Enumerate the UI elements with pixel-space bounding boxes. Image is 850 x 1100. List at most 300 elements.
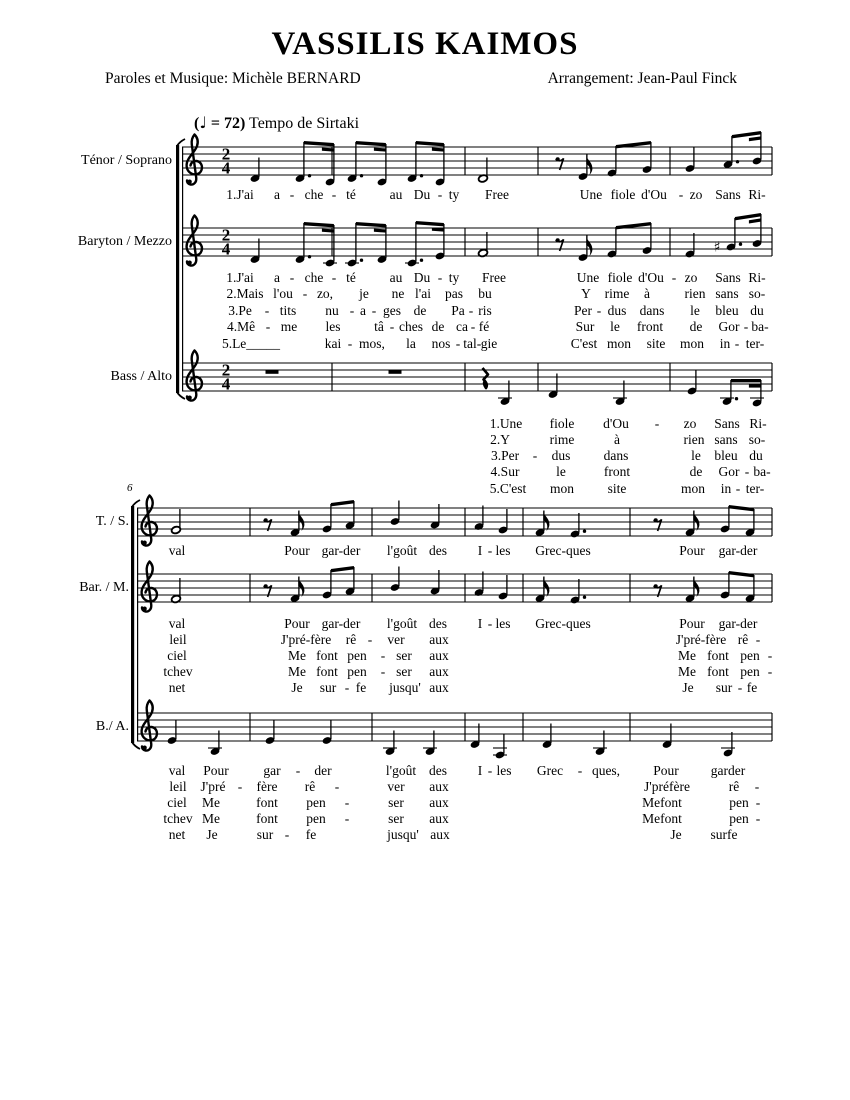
lyric-syllable: Je xyxy=(206,827,218,842)
lyric-syllable: 1.J'ai xyxy=(226,187,254,202)
lyric-syllable: - xyxy=(755,795,761,810)
lyric-syllable: aux xyxy=(429,811,449,826)
lyric-syllable: val xyxy=(168,543,186,558)
lyric-syllable: ris xyxy=(478,303,492,318)
lyric-syllable: Grec-ques xyxy=(535,543,591,558)
lyric-syllable: Je xyxy=(682,680,694,695)
beam xyxy=(749,384,761,387)
lyric-syllable: - xyxy=(367,632,373,647)
lyric-syllable: Ri- xyxy=(748,270,766,285)
lyric-syllable: d'Ou xyxy=(641,187,667,202)
lyric-syllable: le xyxy=(556,464,566,479)
lyric-syllable: ches xyxy=(399,319,423,334)
beam xyxy=(416,221,444,226)
lyric-syllable: fiole xyxy=(607,270,633,285)
lyric-syllable: 5.Le_____ xyxy=(221,336,281,351)
lyric-syllable: rime xyxy=(549,432,575,447)
lyric-syllable: Grec xyxy=(536,763,564,778)
lyric-syllable: - xyxy=(767,648,773,663)
lyric-syllable: zo xyxy=(683,416,697,431)
lyric-syllable: - xyxy=(755,632,761,647)
lyric-syllable: - xyxy=(437,187,443,202)
lyric-syllable: - xyxy=(334,779,340,794)
lyric-syllable: bleu xyxy=(715,303,739,318)
whole-rest xyxy=(266,370,279,374)
staff xyxy=(137,496,772,546)
lyric-syllable: so- xyxy=(748,286,766,301)
lyric-syllable: Pour xyxy=(679,616,705,631)
lyric-syllable: aux xyxy=(429,779,449,794)
lyric-syllable: - xyxy=(265,319,271,334)
lyric-syllable: 2.Mais xyxy=(226,286,264,301)
lyric-syllable: che xyxy=(304,187,324,202)
lyric-syllable: - xyxy=(755,811,761,826)
whole-rest xyxy=(389,370,402,374)
lyric-syllable: - xyxy=(389,319,395,334)
lyric-syllable: ser xyxy=(396,648,412,663)
lyric-syllable: rien xyxy=(683,432,705,447)
beam xyxy=(356,141,386,146)
lyric-syllable: pen xyxy=(740,648,760,663)
lyric-syllable: I xyxy=(477,543,483,558)
lyric-syllable: aux xyxy=(429,664,449,679)
lyric-syllable: ver xyxy=(387,779,405,794)
lyric-syllable: ty xyxy=(448,270,460,285)
lyric-syllable: gar-der xyxy=(718,616,758,631)
staff-label: T. / S. xyxy=(95,514,129,529)
lyric-syllable: - xyxy=(487,616,493,631)
lyric-syllable: ges xyxy=(383,303,401,318)
credit-composer: Paroles et Musique: Michèle BERNARD xyxy=(105,70,361,87)
lyric-syllable: me xyxy=(280,319,298,334)
lyric-syllable: té xyxy=(346,270,356,285)
system-2 xyxy=(131,496,772,760)
lyric-syllable: aux xyxy=(429,795,449,810)
lyric-syllable: Gor xyxy=(718,319,740,334)
augmentation-dot xyxy=(308,255,311,258)
treble-clef-icon xyxy=(187,216,202,266)
lyric-syllable: Pour xyxy=(679,543,705,558)
augmentation-dot xyxy=(360,259,363,262)
sharp-icon: ♯ xyxy=(713,239,721,256)
lyric-syllable: - xyxy=(744,464,750,479)
lyric-syllable: dans xyxy=(639,303,665,318)
treble-clef-icon xyxy=(187,351,202,401)
lyric-syllable: - xyxy=(289,187,295,202)
lyric-syllable: - xyxy=(380,648,386,663)
lyric-syllable: dans xyxy=(603,448,629,463)
beam xyxy=(749,136,761,141)
lyric-syllable: so- xyxy=(748,432,766,447)
lyric-syllable: ser xyxy=(388,811,404,826)
lyric-syllable: 2.Y xyxy=(490,432,510,447)
bracket-hook xyxy=(177,139,185,146)
treble-clef-icon xyxy=(142,701,157,751)
lyric-syllable: fe xyxy=(746,680,758,695)
lyric-syllable: - xyxy=(264,303,270,318)
lyric-syllable: font xyxy=(316,648,338,663)
lyric-syllable: rime xyxy=(604,286,630,301)
lyric-syllable: Du xyxy=(413,270,431,285)
tempo-text: Tempo de Sirtaki xyxy=(245,115,360,132)
lyric-syllable: Me xyxy=(202,795,220,810)
lyric-syllable: ser xyxy=(396,664,412,679)
lyric-syllable: rien xyxy=(684,286,706,301)
lyric-syllable: gar xyxy=(263,763,281,778)
lyric-syllable: surfe xyxy=(710,827,738,842)
lyric-syllable: les xyxy=(495,543,511,558)
beam xyxy=(304,141,334,146)
lyric-syllable: gar-der xyxy=(321,543,361,558)
lyric-syllable: a xyxy=(274,270,280,285)
lyric-syllable: le xyxy=(610,319,620,334)
lyric-syllable: du xyxy=(749,448,763,463)
lyric-syllable: - xyxy=(295,763,301,778)
lyric-syllable: de xyxy=(689,319,703,334)
lyric-syllable: rê xyxy=(304,779,316,794)
augmentation-dot xyxy=(420,174,423,177)
lyric-syllable: à xyxy=(644,286,650,301)
lyric-syllable: site xyxy=(607,481,627,496)
lyric-syllable: Me xyxy=(288,648,306,663)
lyric-syllable: té xyxy=(346,187,356,202)
time-signature: 2 xyxy=(221,144,231,164)
lyric-syllable: Une xyxy=(576,270,600,285)
lyric-syllable: Pour xyxy=(203,763,229,778)
lyric-syllable: - xyxy=(371,303,377,318)
lyric-syllable: Sur xyxy=(575,319,595,334)
system-bracket xyxy=(131,506,134,743)
lyric-syllable: C'est xyxy=(570,336,598,351)
beam xyxy=(356,222,386,227)
lyric-syllable: fère xyxy=(256,779,278,794)
quarter-note-icon: ♩ xyxy=(199,113,207,132)
lyric-syllable: Pour xyxy=(284,543,310,558)
staff-label: Ténor / Soprano xyxy=(81,153,172,168)
beam xyxy=(374,148,386,152)
lyric-syllable: mos, xyxy=(359,336,385,351)
lyric-syllable: fe xyxy=(305,827,317,842)
lyric-syllable: Une xyxy=(579,187,603,202)
lyric-syllable: zo xyxy=(684,270,698,285)
lyric-syllable: font xyxy=(256,795,278,810)
lyric-syllable: 4.Mê xyxy=(226,319,256,334)
lyric-syllable: d'Ou xyxy=(638,270,664,285)
lyric-syllable: sur xyxy=(715,680,733,695)
lyric-syllable: pen xyxy=(740,664,760,679)
lyric-syllable: l'ai xyxy=(415,286,431,301)
lyric-syllable: ba- xyxy=(753,464,771,479)
lyric-syllable: 1.J'ai xyxy=(226,270,254,285)
lyric-syllable: des xyxy=(429,616,447,631)
lyric-syllable: - xyxy=(237,779,243,794)
bracket-hook xyxy=(132,500,140,507)
lyric-syllable: 1.Une xyxy=(489,416,523,431)
lyric-syllable: de xyxy=(689,464,703,479)
lyric-syllable: Free xyxy=(482,270,506,285)
lyric-syllable: Ri- xyxy=(748,187,766,202)
augmentation-dot xyxy=(735,397,738,400)
beam xyxy=(331,500,354,506)
lyric-syllable: dus xyxy=(551,448,571,463)
lyric-syllable: - xyxy=(380,664,386,679)
lyric-syllable: - xyxy=(767,664,773,679)
lyric-syllable: mon xyxy=(606,336,632,351)
beam xyxy=(749,218,761,223)
lyric-syllable: kai xyxy=(324,336,342,351)
beam xyxy=(729,505,754,511)
lyric-syllable: tchev xyxy=(163,664,193,679)
lyric-syllable: aux xyxy=(429,632,449,647)
lyric-syllable: au xyxy=(389,270,403,285)
lyric-syllable: - xyxy=(470,319,476,334)
lyric-syllable: Gor xyxy=(718,464,740,479)
lyric-syllable: nu xyxy=(325,303,339,318)
lyric-syllable: - xyxy=(734,336,740,351)
system-1 xyxy=(176,131,772,407)
lyric-syllable: - xyxy=(678,187,684,202)
lyric-syllable: bu xyxy=(478,286,492,301)
lyric-syllable: fiole xyxy=(549,416,575,431)
lyric-syllable: - xyxy=(437,270,443,285)
lyric-syllable: nos xyxy=(431,336,451,351)
lyric-syllable: - xyxy=(671,270,677,285)
lyric-syllable: leil xyxy=(169,632,187,647)
lyric-syllable: leil xyxy=(169,779,187,794)
lyric-syllable: - xyxy=(743,319,749,334)
lyric-syllable: je xyxy=(359,286,369,301)
lyric-syllable: Y xyxy=(581,286,591,301)
lyric-syllable: 3.Pe xyxy=(228,303,252,318)
lyric-syllable: mon xyxy=(679,336,705,351)
lyric-syllable: val xyxy=(168,616,186,631)
beam xyxy=(331,566,354,572)
lyric-syllable: ter- xyxy=(745,336,765,351)
lyric-syllable: Mefont xyxy=(642,811,682,826)
lyric-syllable: - xyxy=(737,680,743,695)
lyric-syllable: Je xyxy=(291,680,303,695)
lyric-syllable: tâ xyxy=(374,319,384,334)
lyric-syllable: l'goût xyxy=(385,763,417,778)
bracket-hook xyxy=(177,392,185,399)
lyric-syllable: ques, xyxy=(591,763,621,778)
lyric-syllable: net xyxy=(168,680,186,695)
lyric-syllable: tchev xyxy=(163,811,193,826)
lyric-syllable: à xyxy=(614,432,620,447)
augmentation-dot xyxy=(420,259,423,262)
lyric-syllable: ver xyxy=(387,632,405,647)
lyric-syllable: tal xyxy=(463,336,477,351)
lyric-syllable: dus xyxy=(607,303,627,318)
lyric-syllable: - xyxy=(331,187,337,202)
staff xyxy=(137,701,772,760)
lyric-syllable: l'goût xyxy=(386,616,418,631)
treble-clef-icon xyxy=(142,562,157,612)
staff xyxy=(137,562,772,612)
beam xyxy=(432,148,444,152)
lyric-syllable: sur xyxy=(256,827,274,842)
lyric-syllable: pen xyxy=(729,811,749,826)
staff xyxy=(182,213,772,267)
lyric-syllable: ca xyxy=(456,319,468,334)
time-signature: 4 xyxy=(221,374,231,394)
lyric-syllable: l'goût xyxy=(386,543,418,558)
lyric-syllable: Free xyxy=(485,187,509,202)
lyric-syllable: - xyxy=(284,827,290,842)
lyric-syllable: - xyxy=(487,543,493,558)
lyric-syllable: J'pré xyxy=(200,779,226,794)
beam xyxy=(731,379,761,382)
bracket-hook xyxy=(132,742,140,749)
lyric-syllable: mon xyxy=(680,481,706,496)
lyric-syllable: zo xyxy=(689,187,703,202)
lyric-syllable: front xyxy=(603,464,631,479)
augmentation-dot xyxy=(739,243,742,246)
lyric-syllable: pen xyxy=(347,664,367,679)
augmentation-dot xyxy=(736,160,739,163)
lyric-syllable: a xyxy=(360,303,366,318)
lyric-syllable: in xyxy=(720,481,732,496)
lyric-syllable: che xyxy=(304,270,324,285)
lyric-syllable: Sans xyxy=(714,416,740,431)
staff-label: B./ A. xyxy=(95,719,129,734)
lyric-syllable: - xyxy=(347,336,353,351)
lyric-syllable: font xyxy=(707,648,729,663)
lyric-syllable: ciel xyxy=(167,648,187,663)
lyric-syllable: tits xyxy=(279,303,297,318)
lyric-syllable: les xyxy=(325,319,341,334)
lyric-syllable: de xyxy=(413,303,427,318)
lyric-syllable: - xyxy=(302,286,308,301)
time-signature: 4 xyxy=(221,239,231,259)
lyric-syllable: Per xyxy=(574,303,592,318)
staff-label: Baryton / Mezzo xyxy=(77,234,172,249)
lyric-syllable: bleu xyxy=(714,448,738,463)
lyric-syllable: ty xyxy=(448,187,460,202)
page-title: VASSILIS KAIMOS xyxy=(271,26,579,62)
lyric-syllable: fiole xyxy=(610,187,636,202)
time-signature: 2 xyxy=(221,360,231,380)
augmentation-dot xyxy=(360,174,363,177)
staff-label: Bar. / M. xyxy=(79,580,129,595)
lyric-syllable: des xyxy=(429,543,447,558)
lyric-syllable: l'ou xyxy=(273,286,293,301)
credit-arranger: Arrangement: Jean-Paul Finck xyxy=(547,70,737,87)
lyric-syllable: 5.C'est xyxy=(489,481,527,496)
lyric-syllable: rê xyxy=(345,632,357,647)
lyric-syllable: - xyxy=(487,763,493,778)
lyric-syllable: jusqu' xyxy=(387,827,419,842)
time-signature: 2 xyxy=(221,225,231,245)
lyric-syllable: Sans xyxy=(715,187,741,202)
augmentation-dot xyxy=(583,596,586,599)
lyric-syllable: le xyxy=(690,303,700,318)
lyric-syllable: ter- xyxy=(745,481,765,496)
lyric-syllable: Me xyxy=(288,664,306,679)
lyric-syllable: jusqu' xyxy=(389,680,421,695)
lyric-syllable: aux xyxy=(429,648,449,663)
lyric-syllable: Grec-ques xyxy=(535,616,591,631)
lyric-syllable: Mefont xyxy=(642,795,682,810)
lyric-syllable: au xyxy=(389,187,403,202)
lyric-syllable: I xyxy=(477,763,483,778)
lyric-syllable: du xyxy=(750,303,764,318)
lyric-syllable: Pour xyxy=(653,763,679,778)
lyric-syllable: J'pré-fère xyxy=(675,632,727,647)
lyric-syllable: front xyxy=(636,319,664,334)
lyric-syllable: font xyxy=(256,811,278,826)
lyric-syllable: zo, xyxy=(316,286,334,301)
staff-label: Bass / Alto xyxy=(110,369,172,384)
lyric-syllable: ciel xyxy=(167,795,187,810)
treble-clef-icon xyxy=(187,135,202,185)
lyric-syllable: Du xyxy=(413,187,431,202)
lyric-syllable: - xyxy=(577,763,583,778)
lyric-syllable: pas xyxy=(445,286,463,301)
lyric-syllable: - xyxy=(344,795,350,810)
lyric-syllable: - xyxy=(735,481,741,496)
lyric-syllable: - xyxy=(349,303,355,318)
lyric-syllable: Ri- xyxy=(749,416,767,431)
lyric-syllable: ba- xyxy=(751,319,769,334)
lyric-syllable: - xyxy=(344,680,350,695)
lyric-syllable: rê xyxy=(728,779,740,794)
lyric-syllable: Je xyxy=(670,827,682,842)
lyric-syllable: a xyxy=(274,187,280,202)
lyric-syllable: - xyxy=(654,416,660,431)
lyric-syllable: J'préfère xyxy=(644,779,690,794)
lyric-syllable: Pa xyxy=(451,303,465,318)
lyric-syllable: I xyxy=(477,616,483,631)
lyric-syllable: font xyxy=(707,664,729,679)
lyric-syllable: - xyxy=(344,811,350,826)
lyric-syllable: J'pré-fère xyxy=(280,632,332,647)
staff xyxy=(182,351,772,408)
lyric-syllable: aux xyxy=(429,680,449,695)
lyric-syllable: Me xyxy=(678,648,696,663)
lyric-syllable: der xyxy=(314,763,332,778)
lyric-syllable: pen xyxy=(347,648,367,663)
system-bracket xyxy=(176,145,179,393)
lyric-syllable: de xyxy=(431,319,445,334)
lyric-syllable: - xyxy=(331,270,337,285)
lyric-syllable: des xyxy=(429,763,447,778)
lyric-syllable: le xyxy=(691,448,701,463)
augmentation-dot xyxy=(308,174,311,177)
metronome-mark: (♩ = 72) xyxy=(194,113,246,132)
beam xyxy=(416,141,444,146)
treble-clef-icon xyxy=(142,496,157,546)
lyric-syllable: gar-der xyxy=(321,616,361,631)
lyric-syllable: mon xyxy=(549,481,575,496)
lyric-syllable: rê xyxy=(737,632,749,647)
staff xyxy=(182,131,772,186)
lyric-syllable: in xyxy=(719,336,731,351)
lyric-syllable: pen xyxy=(306,811,326,826)
lyric-syllable: - xyxy=(532,448,538,463)
lyric-syllable: - xyxy=(596,303,602,318)
lyric-syllable: - xyxy=(289,270,295,285)
lyric-syllable: font xyxy=(316,664,338,679)
lyric-syllable: garder xyxy=(710,763,746,778)
augmentation-dot xyxy=(583,530,586,533)
measure-number: 6 xyxy=(127,482,133,494)
lyric-syllable: val xyxy=(168,763,186,778)
lyric-syllable: les xyxy=(496,763,512,778)
lyric-syllable: Pour xyxy=(284,616,310,631)
lyric-syllable: ne xyxy=(391,286,405,301)
lyric-syllable: fé xyxy=(478,319,490,334)
